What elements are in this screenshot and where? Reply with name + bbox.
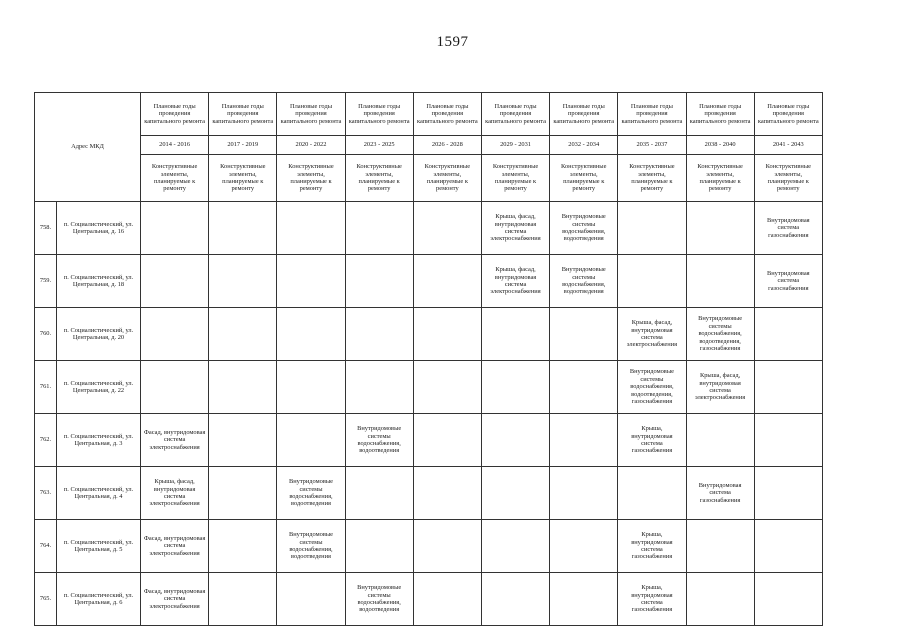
elements-header: Конструктивные элементы, планируемые к ремонту bbox=[618, 155, 686, 202]
empty-cell bbox=[550, 467, 618, 520]
empty-cell bbox=[481, 520, 549, 573]
empty-cell bbox=[686, 255, 754, 308]
repair-elements-cell: Внутридомовые системы водоснабжения, водоотведения bbox=[345, 573, 413, 626]
planned-years-header: Плановые годы проведения капитального ремонта bbox=[686, 93, 754, 136]
empty-cell bbox=[550, 361, 618, 414]
empty-cell bbox=[754, 573, 822, 626]
empty-cell bbox=[481, 467, 549, 520]
row-number: 761. bbox=[35, 361, 57, 414]
empty-cell bbox=[413, 202, 481, 255]
empty-cell bbox=[550, 308, 618, 361]
empty-cell bbox=[754, 361, 822, 414]
empty-cell bbox=[141, 361, 209, 414]
row-address: п. Социалистический, ул. Центральная, д. 22 bbox=[57, 361, 141, 414]
repair-elements-cell: Крыша, фасад, внутридомовая система электроснабжения bbox=[686, 361, 754, 414]
planned-years-header: Плановые годы проведения капитального ремонта bbox=[413, 93, 481, 136]
period-header: 2035 - 2037 bbox=[618, 136, 686, 155]
empty-cell bbox=[481, 361, 549, 414]
repair-elements-cell: Крыша, внутридомовая система газоснабжения bbox=[618, 573, 686, 626]
empty-cell bbox=[618, 255, 686, 308]
empty-cell bbox=[754, 467, 822, 520]
row-address: п. Социалистический, ул. Центральная, д. 3 bbox=[57, 414, 141, 467]
empty-cell bbox=[141, 202, 209, 255]
table-body bbox=[35, 93, 823, 626]
period-header: 2038 - 2040 bbox=[686, 136, 754, 155]
empty-cell bbox=[618, 467, 686, 520]
row-number: 762. bbox=[35, 414, 57, 467]
empty-cell bbox=[345, 255, 413, 308]
empty-cell bbox=[413, 573, 481, 626]
table-row bbox=[35, 573, 823, 626]
repair-elements-cell: Фасад, внутридомовая система электроснабжения bbox=[141, 573, 209, 626]
empty-cell bbox=[550, 520, 618, 573]
row-address: п. Социалистический, ул. Центральная, д. 5 bbox=[57, 520, 141, 573]
empty-cell bbox=[277, 202, 345, 255]
repair-elements-cell: Крыша, фасад, внутридомовая система электроснабжения bbox=[481, 255, 549, 308]
planned-years-header: Плановые годы проведения капитального ремонта bbox=[345, 93, 413, 136]
planned-years-header: Плановые годы проведения капитального ремонта bbox=[141, 93, 209, 136]
row-address: п. Социалистический, ул. Центральная, д. 16 bbox=[57, 202, 141, 255]
period-header: 2029 - 2031 bbox=[481, 136, 549, 155]
planned-years-header: Плановые годы проведения капитального ремонта bbox=[618, 93, 686, 136]
empty-cell bbox=[277, 414, 345, 467]
empty-cell bbox=[277, 573, 345, 626]
empty-cell bbox=[345, 361, 413, 414]
table-row bbox=[35, 414, 823, 467]
row-number: 759. bbox=[35, 255, 57, 308]
empty-cell bbox=[686, 573, 754, 626]
empty-cell bbox=[754, 308, 822, 361]
repair-elements-cell: Крыша, фасад, внутридомовая система электроснабжения bbox=[618, 308, 686, 361]
row-address: п. Социалистический, ул. Центральная, д. 20 bbox=[57, 308, 141, 361]
empty-cell bbox=[209, 573, 277, 626]
elements-header: Конструктивные элементы, планируемые к ремонту bbox=[141, 155, 209, 202]
empty-cell bbox=[481, 308, 549, 361]
row-address: п. Социалистический, ул. Центральная, д. 6 bbox=[57, 573, 141, 626]
row-number: 758. bbox=[35, 202, 57, 255]
empty-cell bbox=[277, 308, 345, 361]
empty-cell bbox=[550, 573, 618, 626]
empty-cell bbox=[754, 520, 822, 573]
elements-header: Конструктивные элементы, планируемые к ремонту bbox=[277, 155, 345, 202]
repair-elements-cell: Внутридомовые системы водоснабжения, водоотведения, газоснабжения bbox=[618, 361, 686, 414]
repair-elements-cell: Внутридомовые системы водоснабжения, водоотведения bbox=[550, 255, 618, 308]
period-header: 2032 - 2034 bbox=[550, 136, 618, 155]
period-header: 2017 - 2019 bbox=[209, 136, 277, 155]
repair-elements-cell: Внутридомовые системы водоснабжения, водоотведения bbox=[550, 202, 618, 255]
elements-header: Конструктивные элементы, планируемые к ремонту bbox=[686, 155, 754, 202]
repair-elements-cell: Крыша, фасад, внутридомовая система электроснабжения bbox=[481, 202, 549, 255]
repair-elements-cell: Внутридомовая система газоснабжения bbox=[754, 255, 822, 308]
empty-cell bbox=[345, 202, 413, 255]
period-header: 2041 - 2043 bbox=[754, 136, 822, 155]
elements-header: Конструктивные элементы, планируемые к ремонту bbox=[481, 155, 549, 202]
empty-cell bbox=[277, 255, 345, 308]
row-number: 760. bbox=[35, 308, 57, 361]
empty-cell bbox=[209, 414, 277, 467]
header-row-planned-years bbox=[35, 93, 823, 136]
row-address: п. Социалистический, ул. Центральная, д. 18 bbox=[57, 255, 141, 308]
planned-years-header: Плановые годы проведения капитального ремонта bbox=[754, 93, 822, 136]
header-row-periods bbox=[35, 136, 823, 155]
table-row bbox=[35, 202, 823, 255]
repair-elements-cell: Крыша, внутридомовая система газоснабжения bbox=[618, 414, 686, 467]
empty-cell bbox=[209, 520, 277, 573]
elements-header: Конструктивные элементы, планируемые к ремонту bbox=[550, 155, 618, 202]
header-row-elements bbox=[35, 155, 823, 202]
repair-elements-cell: Внутридомовые системы водоснабжения, водоотведения bbox=[277, 520, 345, 573]
elements-header: Конструктивные элементы, планируемые к ремонту bbox=[209, 155, 277, 202]
table-row bbox=[35, 361, 823, 414]
empty-cell bbox=[345, 467, 413, 520]
planned-years-header: Плановые годы проведения капитального ремонта bbox=[550, 93, 618, 136]
page-number: 1597 bbox=[436, 34, 469, 50]
row-address: п. Социалистический, ул. Центральная, д. 4 bbox=[57, 467, 141, 520]
row-number: 764. bbox=[35, 520, 57, 573]
period-header: 2020 - 2022 bbox=[277, 136, 345, 155]
repair-elements-cell: Внутридомовая система газоснабжения bbox=[754, 202, 822, 255]
empty-cell bbox=[413, 255, 481, 308]
elements-header: Конструктивные элементы, планируемые к ремонту bbox=[345, 155, 413, 202]
empty-cell bbox=[209, 202, 277, 255]
repair-elements-cell: Крыша, внутридомовая система газоснабжения bbox=[618, 520, 686, 573]
repair-elements-cell: Внутридомовые системы водоснабжения, водоотведения, газоснабжения bbox=[686, 308, 754, 361]
empty-cell bbox=[277, 361, 345, 414]
planned-years-header: Плановые годы проведения капитального ремонта bbox=[277, 93, 345, 136]
period-header: 2026 - 2028 bbox=[413, 136, 481, 155]
period-header: 2014 - 2016 bbox=[141, 136, 209, 155]
table-row bbox=[35, 308, 823, 361]
repair-elements-cell: Фасад, внутридомовая система электроснабжения bbox=[141, 520, 209, 573]
empty-cell bbox=[754, 414, 822, 467]
empty-cell bbox=[345, 308, 413, 361]
row-number: 763. bbox=[35, 467, 57, 520]
empty-cell bbox=[413, 361, 481, 414]
table-row bbox=[35, 520, 823, 573]
period-header: 2023 - 2025 bbox=[345, 136, 413, 155]
capital-repair-table bbox=[34, 92, 823, 626]
empty-cell bbox=[550, 414, 618, 467]
empty-cell bbox=[618, 202, 686, 255]
empty-cell bbox=[413, 308, 481, 361]
empty-cell bbox=[345, 520, 413, 573]
table-row bbox=[35, 467, 823, 520]
repair-elements-cell: Фасад, внутридомовая система электроснабжения bbox=[141, 414, 209, 467]
planned-years-header: Плановые годы проведения капитального ремонта bbox=[209, 93, 277, 136]
elements-header: Конструктивные элементы, планируемые к ремонту bbox=[413, 155, 481, 202]
empty-cell bbox=[481, 573, 549, 626]
repair-elements-cell: Внутридомовые системы водоснабжения, водоотведения bbox=[277, 467, 345, 520]
empty-cell bbox=[686, 520, 754, 573]
empty-cell bbox=[141, 255, 209, 308]
elements-header: Конструктивные элементы, планируемые к ремонту bbox=[754, 155, 822, 202]
empty-cell bbox=[413, 467, 481, 520]
empty-cell bbox=[209, 255, 277, 308]
repair-elements-cell: Внутридомовая система газоснабжения bbox=[686, 467, 754, 520]
empty-cell bbox=[209, 308, 277, 361]
empty-cell bbox=[413, 520, 481, 573]
empty-cell bbox=[686, 202, 754, 255]
address-header: Адрес МКД bbox=[35, 93, 141, 202]
empty-cell bbox=[209, 361, 277, 414]
empty-cell bbox=[481, 414, 549, 467]
empty-cell bbox=[209, 467, 277, 520]
row-number: 765. bbox=[35, 573, 57, 626]
table-row bbox=[35, 255, 823, 308]
empty-cell bbox=[413, 414, 481, 467]
planned-years-header: Плановые годы проведения капитального ремонта bbox=[481, 93, 549, 136]
repair-elements-cell: Внутридомовые системы водоснабжения, водоотведения bbox=[345, 414, 413, 467]
empty-cell bbox=[686, 414, 754, 467]
repair-elements-cell: Крыша, фасад, внутридомовая система электроснабжения bbox=[141, 467, 209, 520]
empty-cell bbox=[141, 308, 209, 361]
